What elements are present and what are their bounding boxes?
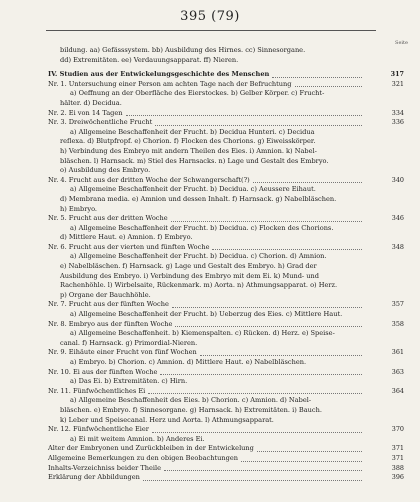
toc-page-number: 363	[391, 367, 404, 376]
toc-line-text: a) Allgemeine Beschaffenheit der Frucht. b) Decidua. c) Aeussere Eihaut.	[70, 185, 316, 194]
toc-line	[48, 46, 360, 56]
toc-line	[48, 157, 360, 167]
toc-line-text: o) Ausbildung des Embryo.	[60, 166, 151, 175]
toc-line	[48, 358, 360, 368]
toc-line	[48, 252, 360, 262]
toc-line	[48, 108, 404, 119]
toc-line-text: k) Leber und Speisecanal. Herz und Aorta. l) Athmungsapparat.	[60, 415, 274, 424]
toc-line-text: a) Allgemeine Beschaffenheit der Frucht. b) Decidua. c) Chorion. d) Amnion.	[70, 252, 327, 261]
toc-line-text: a) Embryo. b) Chorion. c) Amnion. d) Mittlere Haut. e) Nabelbläschen.	[70, 358, 307, 366]
toc-line	[48, 416, 360, 426]
toc-line-text: bläschen. l) Harnsack. m) Stiel des Harnsacks. n) Lage und Gestalt des Embryo.	[60, 156, 329, 165]
toc-line-text: Nr. 11. Fünfwöchentliches Ei	[48, 386, 146, 395]
leader-dots	[155, 125, 362, 126]
toc-line	[48, 453, 404, 464]
toc-line	[48, 175, 404, 186]
toc-line-text: h) Verbindung des Embryo mit andern Theilen des Eies. i) Amnion. k) Nabel-	[60, 146, 317, 155]
toc-line	[48, 329, 360, 339]
toc-line	[48, 406, 360, 416]
toc-line-text: reflexa. d) Blutpfropf. e) Chorion. f) Flocken des Chorions. g) Eiweisskörper.	[60, 137, 316, 146]
toc-line-text: Allgemeine Bemerkungen zu den obigen Beobachtungen	[48, 453, 238, 462]
toc-line-text: hälter. d) Decidua.	[60, 98, 122, 107]
toc-line-text: a) Das Ei. b) Extremitäten. c) Hirn.	[70, 377, 188, 386]
toc-line-text: Nr. 3. Dreiwöchentliche Frucht	[48, 118, 153, 127]
page-number: 395 (79)	[180, 9, 240, 24]
table-of-contents	[48, 46, 404, 483]
toc-line	[48, 396, 360, 406]
toc-line-text: Ausbildung des Embryo. i) Verbindung des Embryo mit dem Ei. k) Mund- und	[60, 271, 319, 280]
toc-line	[48, 79, 404, 90]
toc-line	[48, 214, 404, 224]
toc-page-number: 361	[391, 348, 404, 357]
toc-page-number: 346	[391, 214, 404, 223]
toc-line-text: Nr. 9. Eihäute einer Frucht von fünf Wochen	[48, 348, 197, 357]
toc-line	[48, 319, 404, 330]
toc-page-number: 340	[391, 175, 404, 184]
toc-line	[48, 377, 360, 387]
toc-line-text: Nr. 2. Ei von 14 Tagen	[48, 108, 123, 117]
toc-line-text: Nr. 10. Ei aus der fünften Woche	[48, 367, 158, 376]
toc-line	[48, 310, 360, 320]
toc-line-text: Erklärung der Abbildungen	[48, 473, 140, 482]
toc-line	[48, 224, 360, 234]
toc-line-text: a) Allgemeine Beschaffenheit des Eies. b) Chorion. c) Amnion. d) Nabel-	[70, 396, 312, 405]
toc-line-text: bläschen. e) Embryo. f) Sinnesorgane. g) Harnsack. h) Extremitäten. i) Bauch.	[60, 405, 322, 414]
leader-dots	[126, 115, 362, 116]
toc-line	[48, 281, 360, 291]
toc-line	[48, 205, 360, 215]
toc-line	[48, 195, 360, 205]
toc-page-number: 388	[391, 463, 404, 472]
toc-line-text: dd) Extremitäten. ee) Verdauungsapparat. ff) Nieren.	[60, 55, 239, 64]
toc-line-text: a) Allgemeine Beschaffenheit der Frucht. b) Ueberzug des Eies. c) Mittlere Haut.	[70, 310, 343, 319]
toc-line	[48, 386, 404, 397]
toc-line	[48, 367, 404, 378]
toc-line-text: Nr. 4. Frucht aus der dritten Woche der Schwangerschaft(?)	[48, 175, 250, 184]
toc-line	[48, 463, 404, 474]
leader-dots	[253, 182, 362, 183]
toc-line-text: Alter der Embryonen und Zurückbleiben in der Entwickelung	[48, 444, 254, 453]
leader-dots	[257, 451, 362, 452]
toc-line-text: Nr. 7. Frucht aus der fünften Woche	[48, 300, 169, 309]
toc-page-number: 396	[391, 473, 404, 482]
toc-line-text: IV. Studien aus der Entwickelungsgeschichte des Menschen	[48, 70, 270, 79]
leader-dots	[152, 432, 362, 433]
toc-line-text: e) Nabelbläschen. f) Harnsack. g) Lage und Gestalt des Embryo. h) Grad der	[60, 262, 317, 271]
toc-line-text: p) Organe der Bauchhöhle.	[60, 290, 151, 299]
toc-line	[48, 262, 360, 272]
toc-line	[48, 444, 404, 454]
toc-line	[48, 166, 360, 176]
toc-page-number: 358	[391, 319, 404, 328]
toc-line	[48, 233, 360, 243]
toc-page-number: 371	[391, 453, 404, 462]
header-rule	[46, 30, 376, 31]
toc-line-text: a) Allgemeine Beschaffenheit der Frucht. b) Decidua. c) Flocken des Chorions.	[70, 223, 334, 232]
leader-dots	[143, 480, 362, 481]
toc-line	[48, 89, 360, 99]
toc-page-number: 348	[391, 242, 404, 251]
toc-line	[48, 339, 360, 349]
leader-dots	[172, 307, 362, 308]
toc-line-text: Nr. 8. Embryo aus der fünften Woche	[48, 319, 173, 328]
toc-line	[48, 70, 404, 80]
toc-line	[48, 147, 360, 157]
toc-line	[48, 425, 404, 435]
toc-line	[48, 473, 404, 483]
toc-line	[48, 242, 404, 253]
toc-line-text: Inhalts-Verzeichniss beider Theile	[48, 463, 162, 472]
toc-line	[48, 291, 360, 301]
leader-dots	[148, 393, 362, 394]
toc-line	[48, 137, 360, 147]
toc-line	[48, 348, 404, 358]
leader-dots	[295, 86, 362, 87]
toc-page-number: 370	[391, 425, 404, 434]
toc-page-number: 334	[391, 108, 404, 117]
leader-dots	[200, 355, 362, 356]
toc-line	[48, 185, 360, 195]
toc-line-text: a) Allgemeine Beschaffenheit. b) Kiemenspalten. c) Rücken. d) Herz. e) Speise-	[70, 329, 335, 338]
toc-line-text: a) Ei mit weitem Amnion. b) Anderes Ei.	[70, 434, 205, 443]
toc-page-number: 357	[391, 300, 404, 309]
toc-line-text: Nr. 6. Frucht aus der vierten und fünften Woche	[48, 242, 210, 251]
leader-dots	[272, 77, 362, 78]
leader-dots	[164, 470, 362, 471]
toc-line	[48, 56, 360, 66]
toc-page-number: 317	[390, 70, 404, 79]
toc-page-number: 371	[391, 444, 404, 453]
toc-line-text: a) Oeffnung an der Oberfläche des Eierstockes. b) Gelber Körper. c) Frucht-	[70, 89, 325, 98]
toc-line-text: Nr. 5. Frucht aus der dritten Woche	[48, 214, 168, 223]
seite-label: Seite	[395, 40, 408, 46]
toc-line	[48, 300, 404, 310]
leader-dots	[212, 249, 362, 250]
toc-line-text: Rachenhöhle. l) Wirbelsaite, Rückenmark. m) Aorta. n) Athmungsapparat. o) Herz.	[60, 281, 338, 290]
toc-line	[48, 118, 404, 128]
toc-line-text: bildung. aa) Gefässsystem. bb) Ausbildung des Hirnes. cc) Sinnesorgane.	[60, 46, 306, 54]
toc-line-text: d) Mittlere Haut. e) Amnion. f) Embryo.	[60, 233, 193, 242]
toc-line-text: d) Membrana media. e) Amnion und dessen Inhalt. f) Harnsack. g) Nabelbläschen.	[60, 194, 337, 203]
leader-dots	[160, 374, 362, 375]
toc-line-text: canal. f) Harnsack. g) Primordial-Nieren.	[60, 338, 198, 347]
toc-line-text: Nr. 1. Untersuchung einer Person am achten Tage nach der Befruchtung	[48, 79, 292, 88]
toc-line-text: a) Allgemeine Beschaffenheit der Frucht. b) Decidua Hunteri. c) Decidua	[70, 127, 315, 136]
toc-line	[48, 128, 360, 138]
toc-line	[48, 99, 360, 109]
leader-dots	[175, 326, 362, 327]
toc-page-number: 364	[391, 386, 404, 395]
toc-line	[48, 435, 360, 445]
leader-dots	[171, 221, 362, 222]
leader-dots	[241, 461, 362, 462]
toc-line	[48, 272, 360, 282]
toc-page-number: 321	[391, 79, 404, 88]
toc-line-text: h) Embryo.	[60, 204, 98, 213]
toc-page-number: 336	[391, 118, 404, 127]
toc-line-text: Nr. 12. Fünfwöchentliche Eier	[48, 425, 149, 434]
